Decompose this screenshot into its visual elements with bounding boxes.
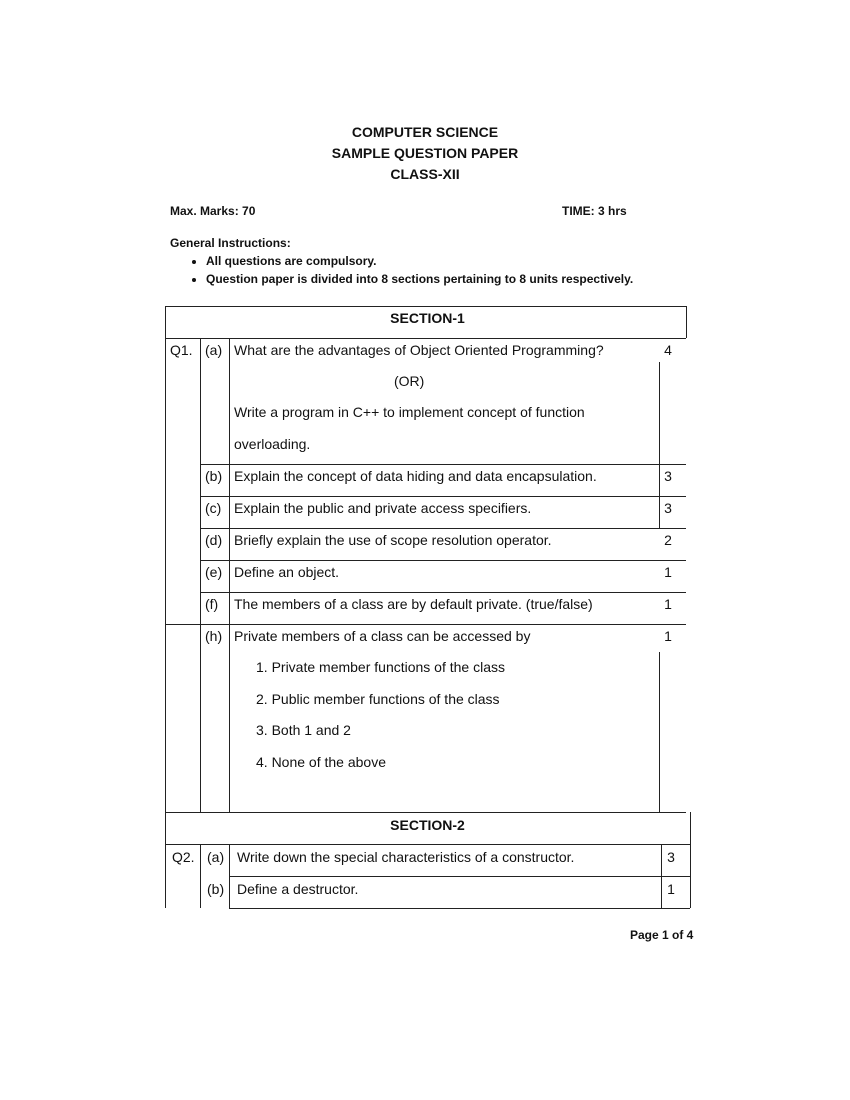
- q1d-marks: 2: [664, 532, 672, 548]
- q1e-marks: 1: [664, 564, 672, 580]
- q1e-text: Define an object.: [234, 564, 340, 580]
- q2b-text: Define a destructor.: [237, 881, 359, 897]
- instruction-item: • Question paper is divided into 8 sections pertaining to 8 units respectively.: [206, 272, 633, 286]
- max-marks: Max. Marks: 70: [170, 204, 256, 218]
- table-rule: [200, 496, 686, 497]
- instructions-list: [186, 254, 633, 290]
- q2a-text: Write down the special characteristics of a constructor.: [237, 849, 575, 865]
- q1a-alt-text-cont: overloading.: [234, 436, 311, 452]
- q1a-label: (a): [205, 342, 223, 358]
- q1a-text: What are the advantages of Object Oriented Programming?: [234, 342, 604, 358]
- q1b-text: Explain the concept of data hiding and data encapsulation.: [234, 468, 597, 484]
- q1h-option: 3. Both 1 and 2: [256, 722, 351, 738]
- table-rule: [165, 844, 690, 845]
- paper-title: SAMPLE QUESTION PAPER: [331, 145, 519, 161]
- q2b-label: (b): [207, 881, 225, 897]
- table-divider-marks: [659, 652, 660, 812]
- subject-title: COMPUTER SCIENCE: [351, 124, 499, 140]
- q1b-marks: 3: [664, 468, 672, 484]
- instructions-heading: General Instructions:: [170, 236, 291, 250]
- q1h-option: 2. Public member functions of the class: [256, 691, 500, 707]
- question-number-q1: Q1.: [170, 342, 193, 358]
- table-rule: [165, 306, 686, 307]
- q1a-marks: 4: [664, 342, 672, 358]
- table-divider-qnum: [200, 844, 201, 908]
- q1d-text: Briefly explain the use of scope resolution operator.: [234, 532, 552, 548]
- q1c-text: Explain the public and private access specifiers.: [234, 500, 532, 516]
- table-divider-qnum: [200, 338, 201, 812]
- q1h-text: Private members of a class can be accessed by: [234, 628, 531, 644]
- q1h-option: 1. Private member functions of the class: [256, 659, 505, 675]
- table-rule: [165, 624, 686, 625]
- q1d-label: (d): [205, 532, 223, 548]
- table-border-right: [690, 812, 691, 908]
- q1h-marks: 1: [664, 628, 672, 644]
- table-rule: [200, 528, 686, 529]
- table-divider-label: [229, 844, 230, 908]
- q2b-marks: 1: [667, 881, 675, 897]
- q2a-marks: 3: [667, 849, 675, 865]
- table-divider-marks: [659, 362, 660, 464]
- q1c-label: (c): [205, 500, 222, 516]
- table-rule: [229, 876, 690, 877]
- q1f-text: The members of a class are by default private. (true/false): [234, 596, 593, 612]
- q1a-or: (OR): [394, 373, 425, 389]
- table-rule: [165, 812, 686, 813]
- instruction-item: • All questions are compulsory.: [206, 254, 633, 268]
- page-number: Page 1 of 4: [630, 928, 694, 942]
- q1f-label: (f): [205, 596, 219, 612]
- table-rule: [200, 592, 686, 593]
- question-number-q2: Q2.: [172, 849, 195, 865]
- table-rule: [229, 908, 690, 909]
- q1a-alt-text: Write a program in C++ to implement concept of function: [234, 404, 585, 420]
- q1h-label: (h): [205, 628, 223, 644]
- q1b-label: (b): [205, 468, 223, 484]
- table-rule: [165, 338, 686, 339]
- time-allowed: TIME: 3 hrs: [562, 204, 627, 218]
- table-divider-label: [229, 338, 230, 812]
- table-border-left: [165, 306, 166, 812]
- q2a-label: (a): [207, 849, 225, 865]
- section-1-title: SECTION-1: [390, 310, 465, 326]
- q1c-marks: 3: [664, 500, 672, 516]
- q1f-marks: 1: [664, 596, 672, 612]
- table-rule: [200, 560, 686, 561]
- section-2-title: SECTION-2: [390, 817, 465, 833]
- class-title: CLASS-XII: [390, 166, 460, 182]
- table-rule: [200, 464, 686, 465]
- q1e-label: (e): [205, 564, 223, 580]
- q1h-option: 4. None of the above: [256, 754, 386, 770]
